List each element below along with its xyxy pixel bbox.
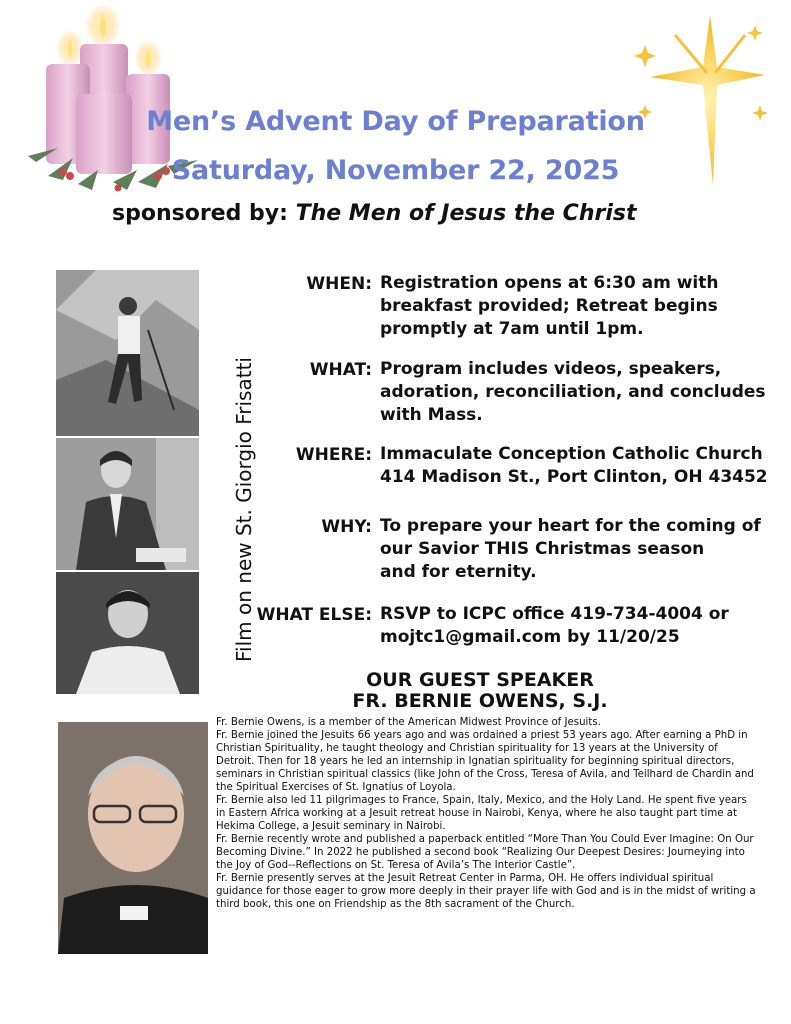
bio-paragraph: Fr. Bernie Owens, is a member of the American Midwest Province of Jesuits.: [216, 717, 601, 728]
speaker-bio: [216, 716, 756, 911]
where-label: WHERE:: [295, 445, 372, 465]
why-line: To prepare your heart for the coming of: [380, 516, 761, 536]
why-line: and for eternity.: [380, 562, 537, 582]
whatelse-line: RSVP to ICPC office 419-734-4004 or: [380, 604, 729, 624]
speaker-photo: [58, 722, 208, 954]
why-line: our Savior THIS Christmas season: [380, 539, 705, 559]
bio-paragraph: Fr. Bernie recently wrote and published a paperback entitled “More Than You Could Ever Imagine: On Our Becoming Divine.” In 2022 he published a second book “Realizing Our Deepest Desires: Journeying into the Joy of God--Reflections on St. Teresa of Avila’s The Interior Castle”.: [216, 834, 754, 871]
whatelse-value: [380, 603, 750, 649]
what-value: [380, 358, 766, 427]
bio-paragraph: Fr. Bernie joined the Jesuits 66 years ago and was ordained a priest 53 years ago. After earning a PhD in Christian Spirituality, he taught theology and Christian spirituality for 13 years at the University of Detroit. Then for 18 years he led an internship in Ignatian spirituality for beginning spiritual directors, seminars in Christian spiritual classics (like John of the Cross, Teresa of Avila, and Teilhard de Chardin and the Spiritual Exercises of St. Ignatius of Loyola.: [216, 730, 754, 793]
whatelse-line: mojtc1@gmail.com by 11/20/25: [380, 627, 680, 647]
bio-paragraph: Fr. Bernie also led 11 pilgrimages to France, Spain, Italy, Mexico, and the Holy Land. He spent five years in Eastern Africa working at a Jesuit retreat house in Nairobi, Kenya, where he also taught part time at Hekima College, a Jesuit seminary in Nairobi.: [216, 795, 747, 832]
what-line: with Mass.: [380, 405, 483, 425]
what-label: WHAT:: [309, 360, 372, 380]
sponsor-prefix: sponsored by:: [112, 201, 296, 226]
title-line-1: Men’s Advent Day of Preparation: [146, 106, 645, 137]
sponsor-line: [112, 201, 636, 226]
title-line-2: Saturday, November 22, 2025: [171, 155, 620, 186]
why-value: [380, 515, 761, 584]
photo-hiker: [56, 270, 199, 436]
what-line: adoration, reconciliation, and concludes: [380, 382, 766, 402]
speaker-name: FR. BERNIE OWENS, S.J.: [352, 690, 608, 712]
where-line: Immaculate Conception Catholic Church: [380, 444, 763, 464]
when-line: Registration opens at 6:30 am with: [380, 273, 719, 293]
when-line: breakfast provided; Retreat begins: [380, 296, 718, 316]
sponsor-org: The Men of Jesus the Christ: [295, 201, 637, 226]
whatelse-label: WHAT ELSE:: [256, 605, 372, 625]
where-line: 414 Madison St., Port Clinton, OH 43452: [380, 467, 768, 487]
film-caption-text: Film on new St. Giorgio Frisatti: [232, 357, 256, 662]
where-value: [380, 443, 768, 489]
why-label: WHY:: [321, 517, 372, 537]
when-label: WHEN:: [306, 274, 372, 294]
bio-paragraph: Fr. Bernie presently serves at the Jesuit Retreat Center in Parma, OH. He offers individual spiritual guidance for those eager to grow more deeply in their prayer life with God and is in the midst of writing a third book, this one on Friendship as the 8th sacrament of the Church.: [216, 873, 756, 910]
when-value: [380, 272, 750, 341]
what-line: Program includes videos, speakers,: [380, 359, 722, 379]
when-line: promptly at 7am until 1pm.: [380, 319, 644, 339]
speaker-heading: OUR GUEST SPEAKER: [366, 669, 594, 691]
